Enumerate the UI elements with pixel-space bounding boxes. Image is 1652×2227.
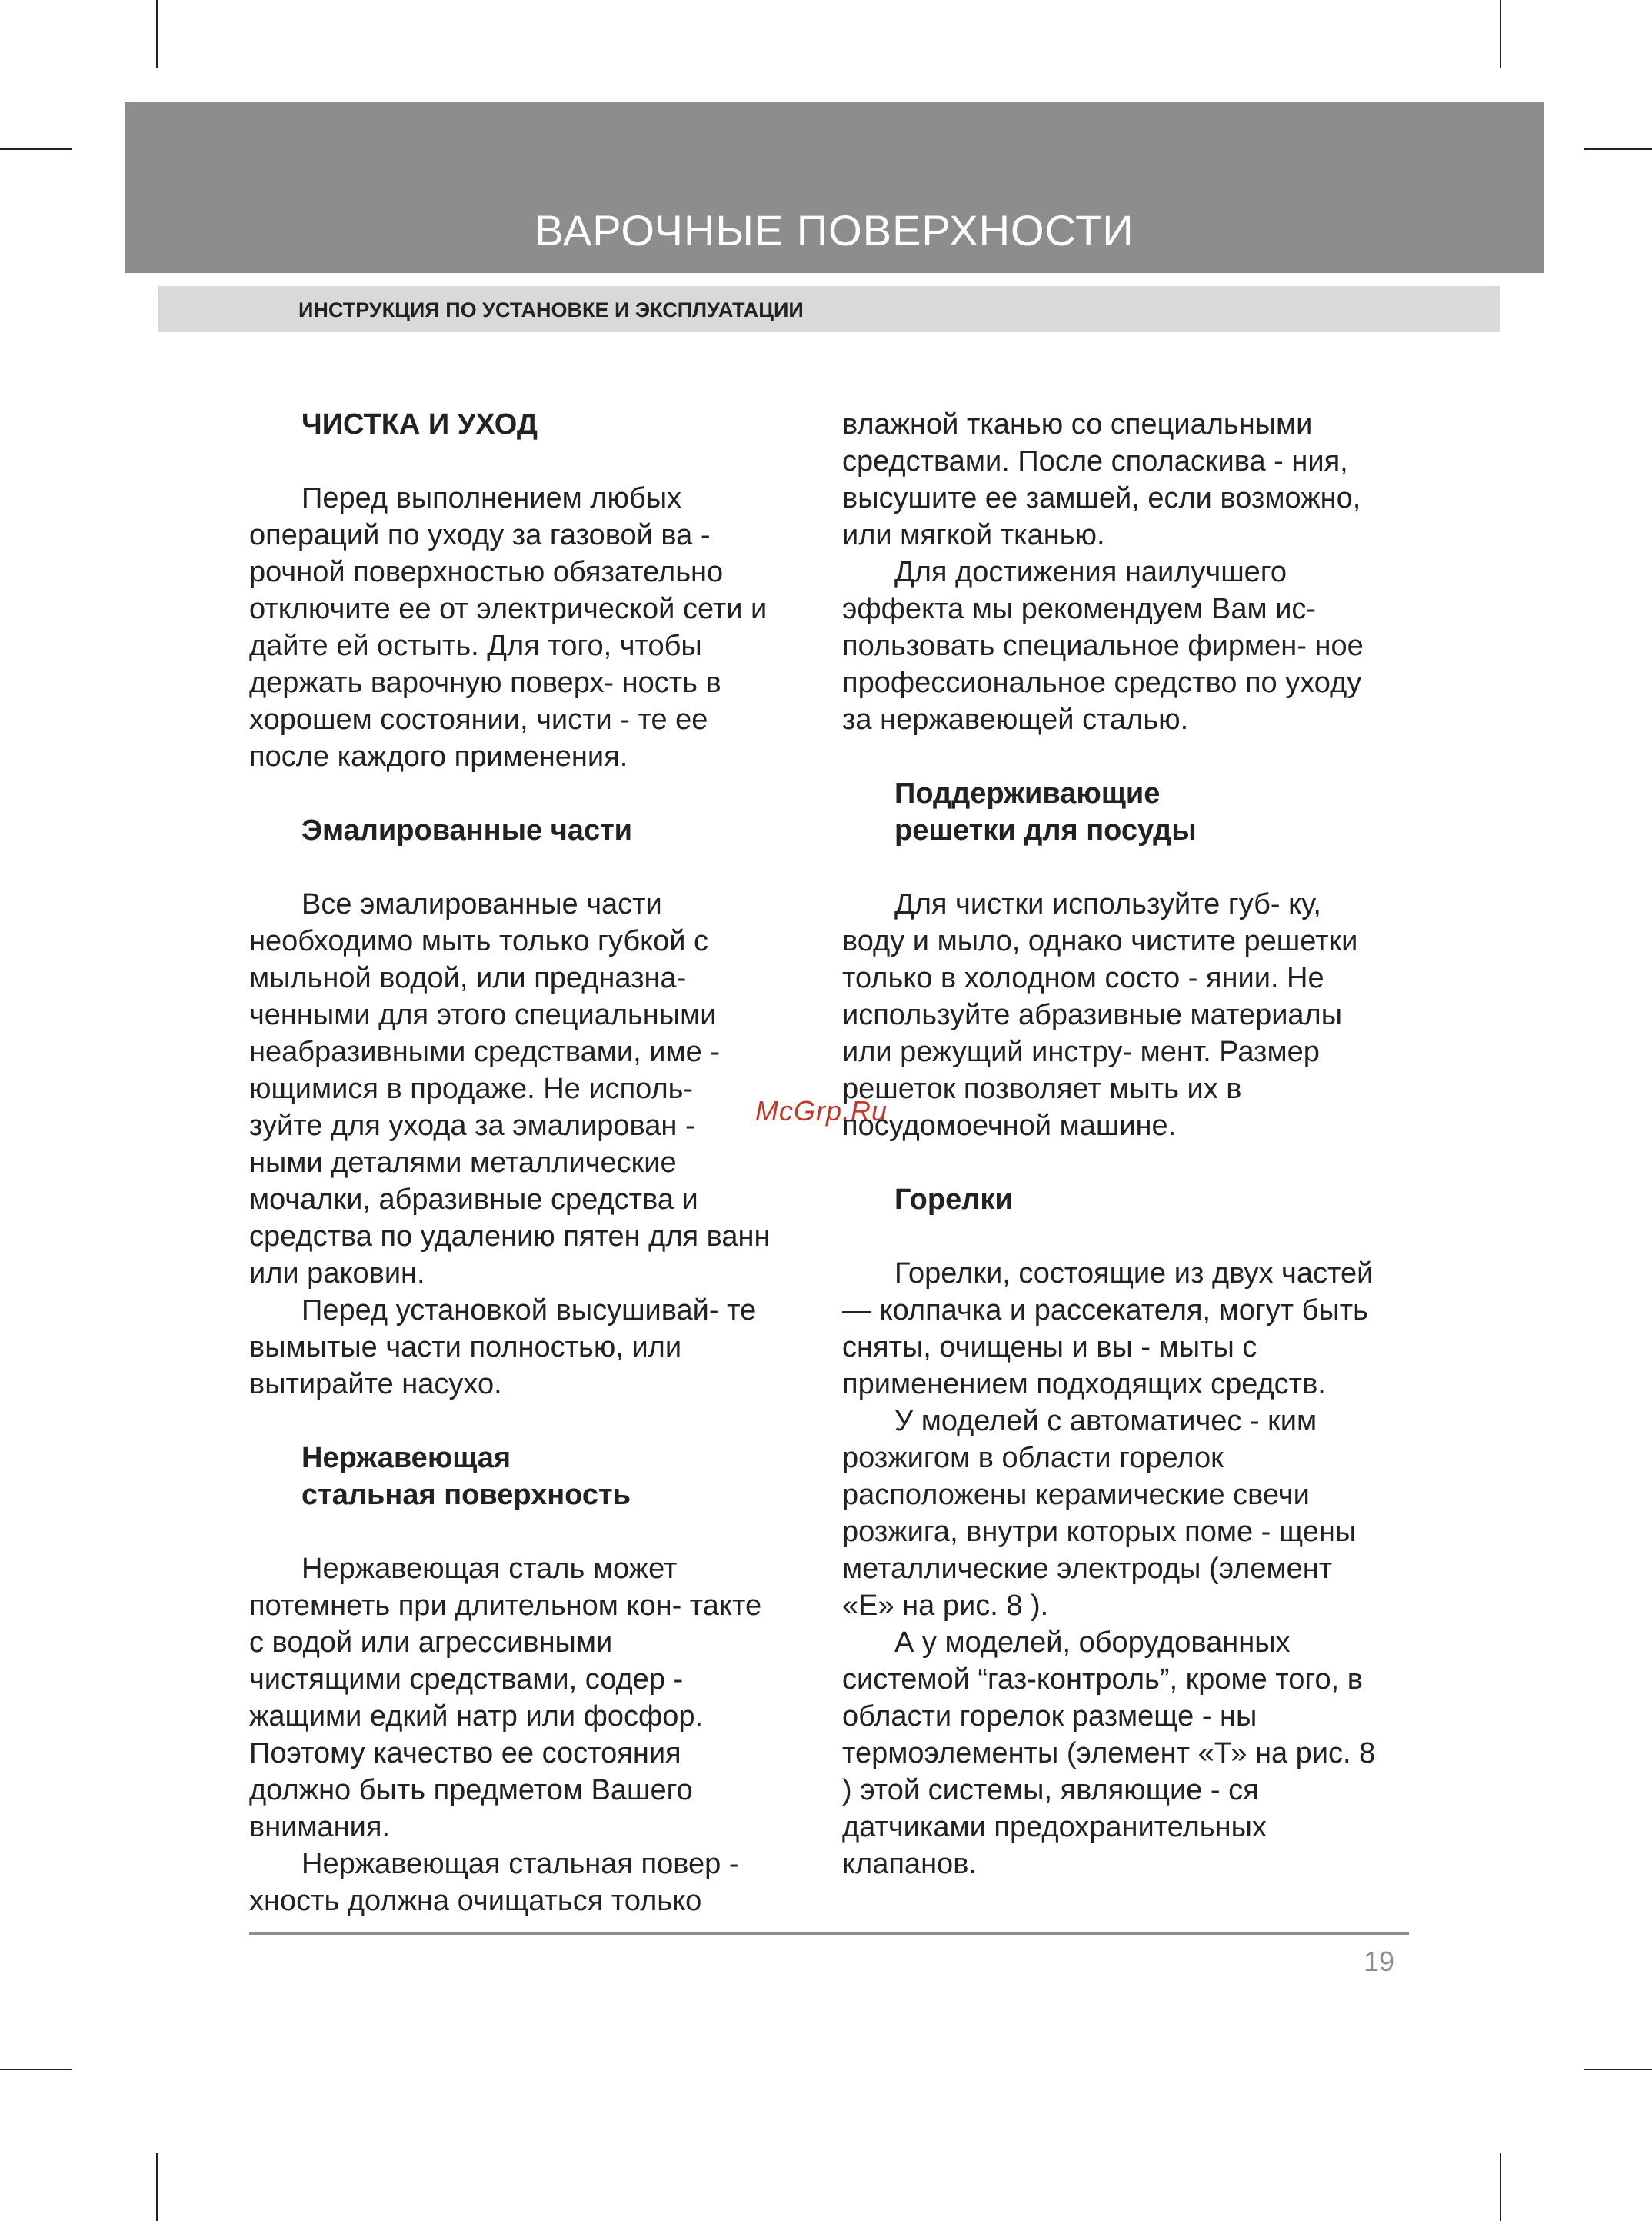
paragraph: влажной тканью со специальными средствами. После споласкива - ния, высушите ее замшей, если возможно, или мягкой тканью. [842,408,1361,551]
page-title: ВАРОЧНЫЕ ПОВЕРХНОСТИ [535,206,1134,255]
paragraph: Горелки, состоящие из двух частей — колпачка и рассекателя, могут быть сняты, очищены и вы - мыты с применением подходящих средств. [842,1257,1374,1400]
right-column [842,406,1381,1882]
crop-mark [1584,148,1652,150]
paragraph: А у моделей, оборудованных системой “газ-контроль”, кроме того, в области горелок размеще - ны термоэлементы (элемент «Т» на рис. 8 ) этой системы, являющие - ся датчиками предохранительных клапанов. [842,1626,1376,1880]
section-heading: Горелки [894,1183,1013,1216]
section-heading: ЧИСТКА И УХОД [301,408,538,441]
crop-mark [1500,2153,1501,2221]
paragraph: Нержавеющая сталь может потемнеть при длительном кон- такте с водой или агрессивными чистящими средствами, содер - жащими едкий натр или фосфор. Поэтому качество ее состояния должно быть предметом Вашего внимания. [249,1553,762,1843]
section-heading: решетки для посуды [894,814,1197,847]
crop-mark [156,2153,158,2221]
paragraph: У моделей с автоматичес - ким розжигом в области горелок расположены керамические свечи розжига, внутри которых поме - щены металлические электроды (элемент «Е» на рис. 8 ). [842,1405,1357,1622]
page-number: 19 [1364,1946,1395,1977]
crop-mark [1500,0,1501,68]
paragraph: Перед выполнением любых операций по уходу за газовой ва - рочной поверхностью обязательно отключите ее от электрической сети и дайте ей остыть. Для того, чтобы держать варочную поверх- ность в хорошем состоянии, чисти - те ее после каждого применения. [249,482,768,773]
footer-divider [249,1932,1409,1935]
paragraph: Перед установкой высушивай- те вымытые части полностью, или вытирайте насухо. [249,1294,757,1400]
paragraph: Для чистки используйте губ- ку, воду и мыло, однако чистите решетки только в холодном состо - янии. Не используйте абразивные материалы или режущий инстру- мент. Размер решеток позволяет мыть их в посудомоечной машине. [842,888,1358,1142]
crop-mark [156,0,158,68]
paragraph: Все эмалированные части необходимо мыть только губкой с мыльной водой, или предназна- ченными для этого специальными неабразивными средствами, име - ющимися в продаже. Не исполь- зуйте для ухода за эмалирован - ными деталями металлические мочалки, абразивные средства и средства по удалению пятен для ванн или раковин. [249,888,771,1290]
section-heading: Эмалированные части [301,814,633,847]
section-heading: стальная поверхность [301,1479,631,1511]
header-band [125,102,1544,273]
paragraph: Нержавеющая стальная повер - хность должна очищаться только [249,1848,739,1917]
left-column [249,406,772,1919]
section-heading: Поддерживающие [894,777,1161,810]
crop-mark [0,148,72,150]
subheader-band [158,286,1500,332]
paragraph: Для достижения наилучшего эффекта мы рекомендуем Вам ис- пользовать специальное фирмен- ное профессиональное средство по уходу за нержавеющей сталью. [842,556,1364,736]
crop-mark [1584,2069,1652,2070]
section-heading: Нержавеющая [301,1442,511,1474]
watermark: McGrp.Ru [755,1095,888,1127]
page-subtitle: ИНСТРУКЦИЯ ПО УСТАНОВКЕ И ЭКСПЛУАТАЦИИ [298,298,804,321]
crop-mark [0,2069,72,2070]
